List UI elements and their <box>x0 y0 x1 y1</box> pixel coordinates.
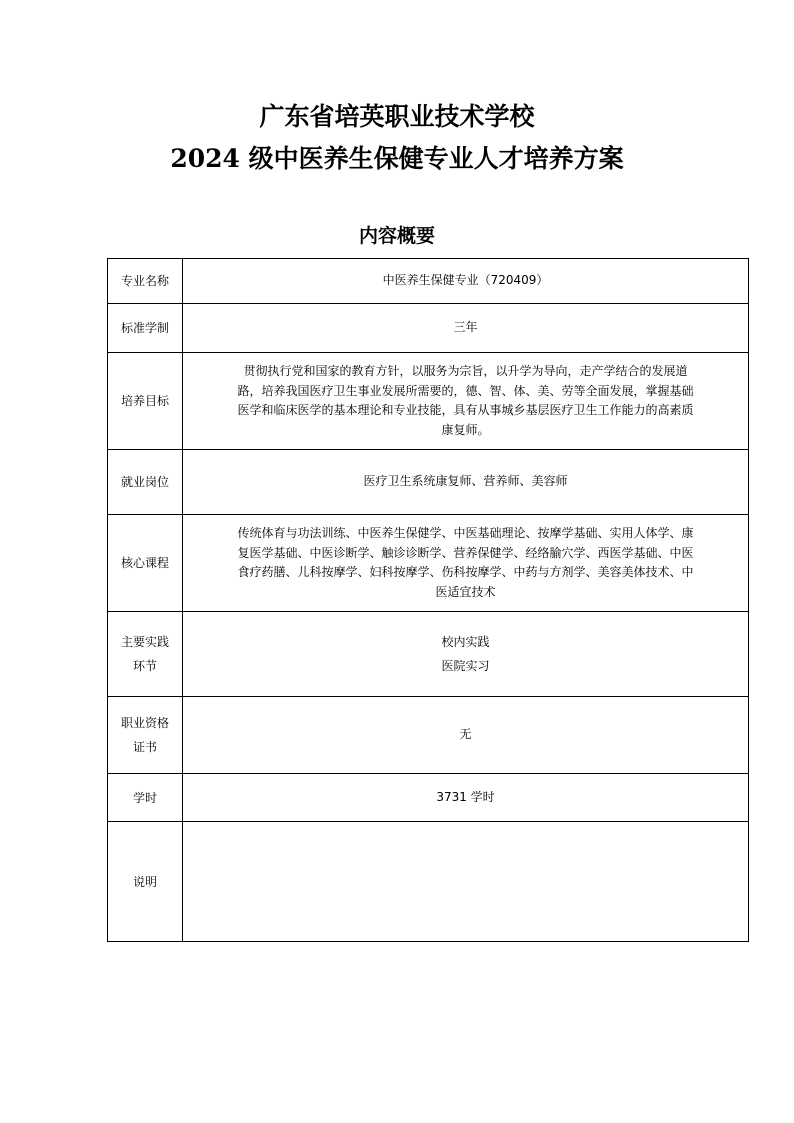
certificate-label <box>108 697 183 774</box>
goal-line: 贯彻执行党和国家的教育方针，以服务为宗旨，以升学为导向，走产学结合的发展道 <box>243 364 688 378</box>
goal-line: 康复师。 <box>441 422 490 437</box>
hours-label: 学时 <box>108 774 183 822</box>
courses-value <box>183 515 749 612</box>
goal-value <box>183 353 749 450</box>
jobs-value: 医疗卫生系统康复师、营养师、美容师 <box>183 450 749 515</box>
courses-line: 复医学基础、中医诊断学、触诊诊断学、营养保健学、经络腧穴学、西医学基础、中医 <box>237 545 694 560</box>
courses-line: 传统体育与功法训练、中医养生保健学、中医基础理论、按摩学基础、实用人体学、康 <box>237 526 694 540</box>
major-name-value: 中医养生保健专业（720409） <box>183 259 749 304</box>
plan-title: 2024 级中医养生保健专业人才培养方案 <box>170 144 624 173</box>
duration-label: 标准学制 <box>108 304 183 353</box>
practice-label <box>108 612 183 697</box>
table-row-certificate <box>108 697 749 774</box>
certificate-value: 无 <box>183 697 749 774</box>
notes-value <box>183 822 749 942</box>
practice-item: 医院实习 <box>441 659 490 673</box>
summary-table <box>107 258 749 942</box>
practice-label-line: 环节 <box>132 659 157 673</box>
table-row-major <box>108 259 749 304</box>
goal-line: 路，培养我国医疗卫生事业发展所需要的，德、智、体、美、劳等全面发展，掌握基础 <box>237 383 694 398</box>
practice-label-line: 主要实践 <box>120 635 169 649</box>
certificate-label-line: 职业资格 <box>120 716 169 730</box>
practice-item: 校内实践 <box>441 635 490 649</box>
table-row-duration <box>108 304 749 353</box>
courses-line: 食疗药膳、儿科按摩学、妇科按摩学、伤科按摩学、中药与方剂学、美容美体技术、中 <box>237 565 694 579</box>
major-name-label: 专业名称 <box>108 259 183 304</box>
table-row-hours <box>108 774 749 822</box>
notes-label: 说明 <box>108 822 183 942</box>
practice-value <box>183 612 749 697</box>
courses-line: 医适宜技术 <box>435 584 496 599</box>
hours-value: 3731 学时 <box>183 774 749 822</box>
section-title: 内容概要 <box>358 225 435 247</box>
table-row-notes <box>108 822 749 942</box>
jobs-label: 就业岗位 <box>108 450 183 515</box>
table-row-practice <box>108 612 749 697</box>
school-name: 广东省培英职业技术学校 <box>259 102 535 131</box>
table-row-courses <box>108 515 749 612</box>
certificate-label-line: 证书 <box>132 740 157 754</box>
courses-label: 核心课程 <box>108 515 183 612</box>
table-row-jobs <box>108 450 749 515</box>
goal-line: 医学和临床医学的基本理论和专业技能，具有从事城乡基层医疗卫生工作能力的高素质 <box>237 403 694 417</box>
duration-value: 三年 <box>183 304 749 353</box>
goal-label: 培养目标 <box>108 353 183 450</box>
table-row-goal <box>108 353 749 450</box>
